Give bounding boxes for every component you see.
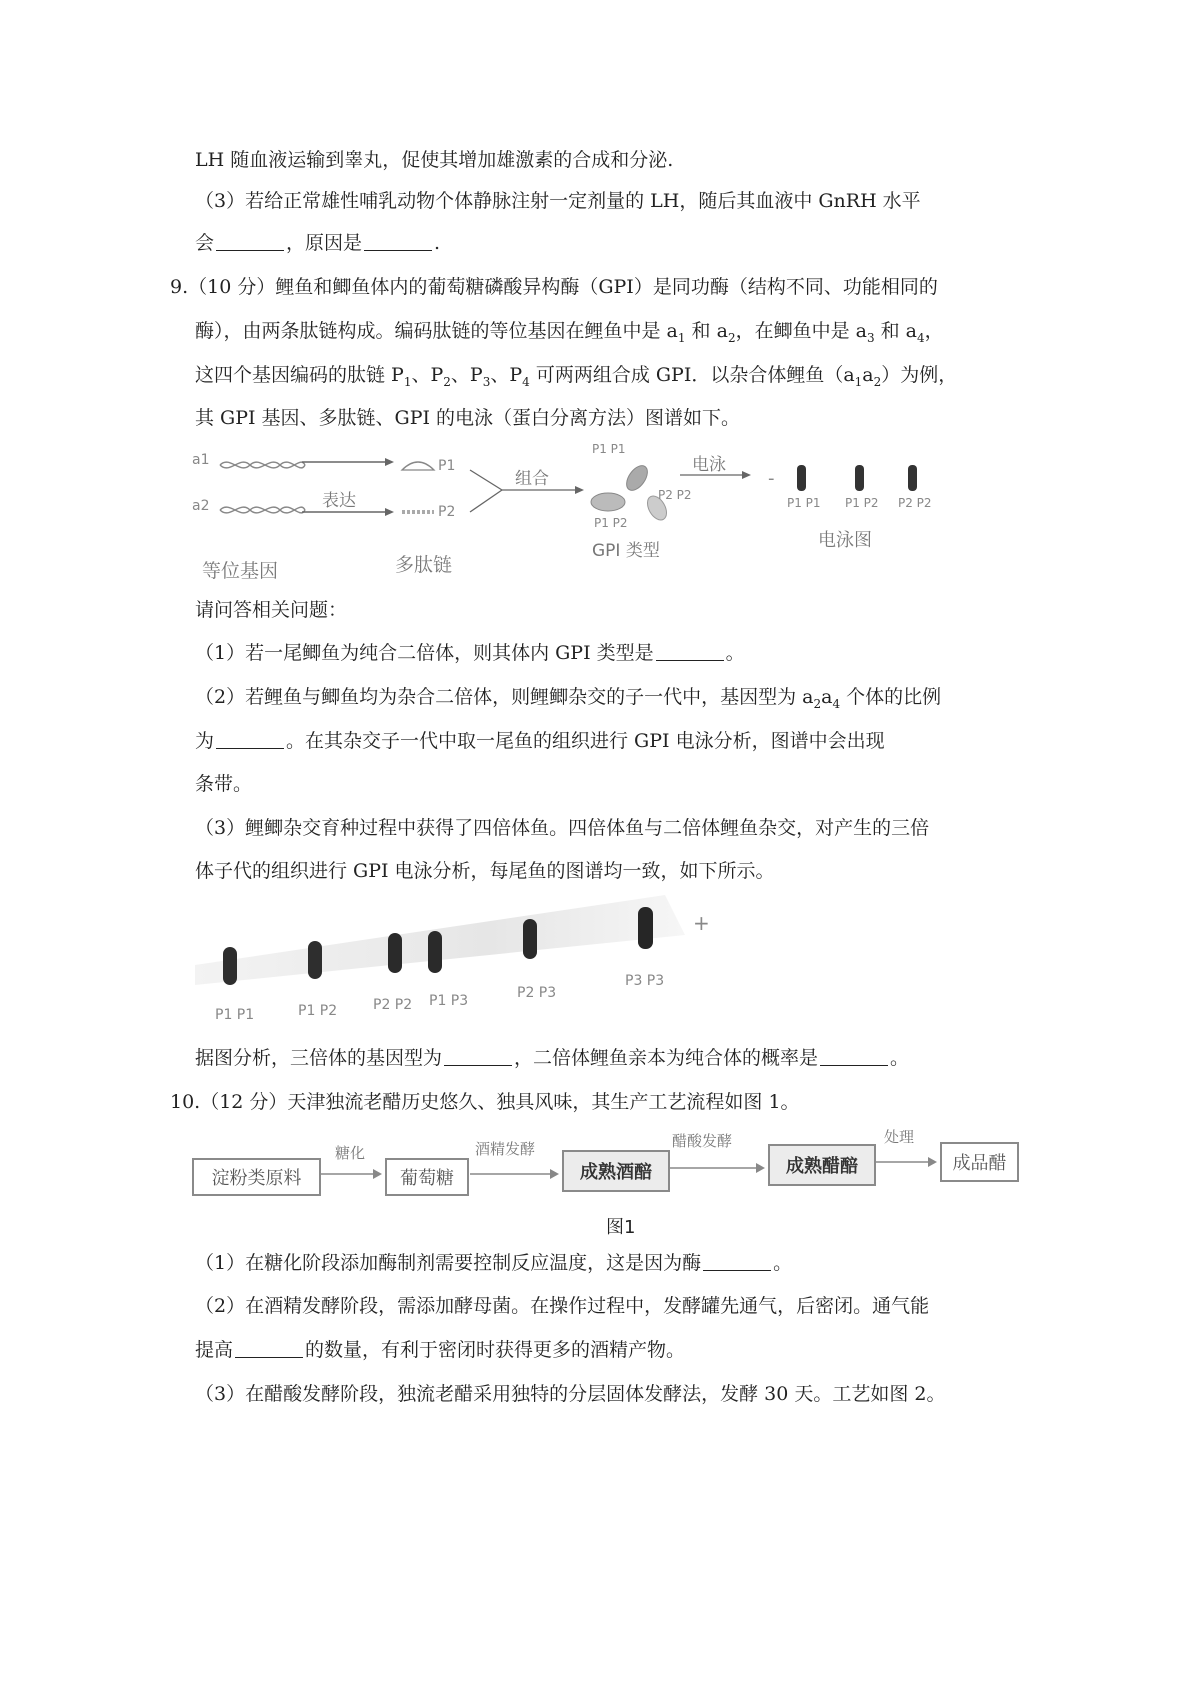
band-label: P1 P1 [215,1007,255,1023]
text-line: 条带。 [195,773,253,795]
question-9-3-answer: 据图分析，三倍体的基因型为 ，二倍体鲤鱼亲本为纯合体的概率是 。 [195,1047,910,1069]
flow-label-acetic: 醋酸发酵 [672,1132,733,1150]
gene-label: a1 [192,452,210,468]
question-9-header: 9.（10 分）鲤鱼和鲫鱼体内的葡萄糖磷酸异构酶（GPI）是同功酶（结构不同、功能相同的 [170,276,938,298]
vinegar-flowchart [190,1122,1020,1202]
peptide-label: P2 [438,504,456,520]
answer-blank[interactable] [216,232,284,251]
question-10-1: （1）在糖化阶段添加酶制剂需要控制反应温度，这是因为酶 。 [195,1252,793,1274]
question-9-3: （3）鲤鲫杂交育种过程中获得了四倍体鱼。四倍体鱼与二倍体鲤鱼杂交，对产生的三倍 [195,817,930,839]
flow-box-raw-material: 淀粉类原料 [192,1158,321,1196]
question-9-2-cont: 为 。在其杂交子一代中取一尾鱼的组织进行 GPI 电泳分析，图谱中会出现 [195,730,885,752]
dna-helix-icon [220,462,305,468]
peptide-label: P1 [438,458,456,474]
combine-label: 组合 [515,469,549,489]
answer-blank[interactable] [444,1047,512,1066]
band-label: P1 P3 [429,993,469,1009]
caption-peptide: 多肽链 [395,554,453,576]
answer-blank[interactable] [656,642,724,661]
answer-blank[interactable] [820,1047,888,1066]
flow-box-mature-vinegar: 成熟醋醅 [768,1144,876,1186]
question-10-2: （2）在酒精发酵阶段，需添加酵母菌。在操作过程中，发酵罐先通气，后密闭。通气能 [195,1295,930,1317]
band-label: P3 P3 [625,973,665,989]
band-label: P1 P2 [845,496,879,510]
band-label: P1 P2 [298,1003,338,1019]
text-line: 其 GPI 基因、多肽链、GPI 的电泳（蛋白分离方法）图谱如下。 [195,407,741,429]
answer-blank[interactable] [364,232,432,251]
question-10-3: （3）在醋酸发酵阶段，独流老醋采用独特的分层固体发酵法，发酵 30 天。工艺如图 2。 [195,1383,946,1405]
band-label: P2 P2 [898,496,932,510]
question-8-3-cont: 会 ，原因是 . [195,232,441,254]
plus-sign: + [693,911,710,935]
flow-label-process: 处理 [884,1128,915,1146]
flow-box-glucose: 葡萄糖 [385,1158,469,1196]
minus-sign: - [768,468,775,489]
gpi-type-label: P2 P2 [658,488,692,502]
answer-blank[interactable] [216,730,284,749]
question-10-2-cont: 提高 的数量，有利于密闭时获得更多的酒精产物。 [195,1339,686,1361]
text-line: 这四个基因编码的肽链 $P_1$、$P_2$、$P_3$、$P_4$ 可两两组合成 GPI．以杂合体鲤鱼$(a_1a_2)$为例， [195,364,958,389]
caption-gpi: GPI 类型 [592,541,660,561]
band-label: P2 P2 [373,997,413,1013]
figure-1-caption: 图1 [606,1217,636,1238]
text-line: 酶），由两条肽链构成。编码肽链的等位基因在鲤鱼中是 $a_1$ 和 $a_2$，在鲫鱼中是 $a_3$ 和 $a_4$， [195,320,944,345]
gel-svg [195,895,735,1035]
answer-blank[interactable] [235,1339,303,1358]
answer-blank[interactable] [703,1252,771,1271]
flow-label-alcohol: 酒精发酵 [475,1140,536,1158]
flow-box-mature-wine: 成熟酒醅 [562,1150,670,1192]
caption-gene: 等位基因 [202,560,279,582]
question-10-header: 10.（12 分）天津独流老醋历史悠久、独具风味，其生产工艺流程如图 1。 [170,1091,800,1113]
dna-helix-icon [220,507,305,513]
text-line: LH 随血液运输到睾丸，促使其增加雄激素的合成和分泌. [195,149,674,171]
gpi-type-label: P1 P2 [594,516,628,530]
question-9-2: （2）若鲤鱼与鲫鱼均为杂合二倍体，则鲤鲫杂交的子一代中，基因型为 $a_2a_4$ 个体的比例 [195,686,942,711]
flow-label-saccharify: 糖化 [335,1144,366,1162]
band-label: P2 P3 [517,985,557,1001]
text-line: 体子代的组织进行 GPI 电泳分析，每尾鱼的图谱均一致，如下所示。 [195,860,775,882]
gpi-pathway-diagram [190,440,970,590]
flow-box-product: 成品醋 [940,1142,1019,1182]
question-8-3: （3）若给正常雄性哺乳动物个体静脉注射一定剂量的 LH，随后其血液中 GnRH 水平 [195,190,921,212]
gene-label: a2 [192,498,210,514]
band-label: P1 P1 [787,496,821,510]
gpi-diagram-svg [190,440,970,590]
question-9-1: （1）若一尾鲫鱼为纯合二倍体，则其体内 GPI 类型是 。 [195,642,745,664]
gpi-type-label: P1 P1 [592,442,626,456]
caption-gel: 电泳图 [818,530,872,551]
express-label: 表达 [322,491,356,511]
electro-label: 电泳 [692,455,726,475]
text-line: 请问答相关问题： [195,599,348,621]
triploid-gel-diagram [195,895,735,1035]
